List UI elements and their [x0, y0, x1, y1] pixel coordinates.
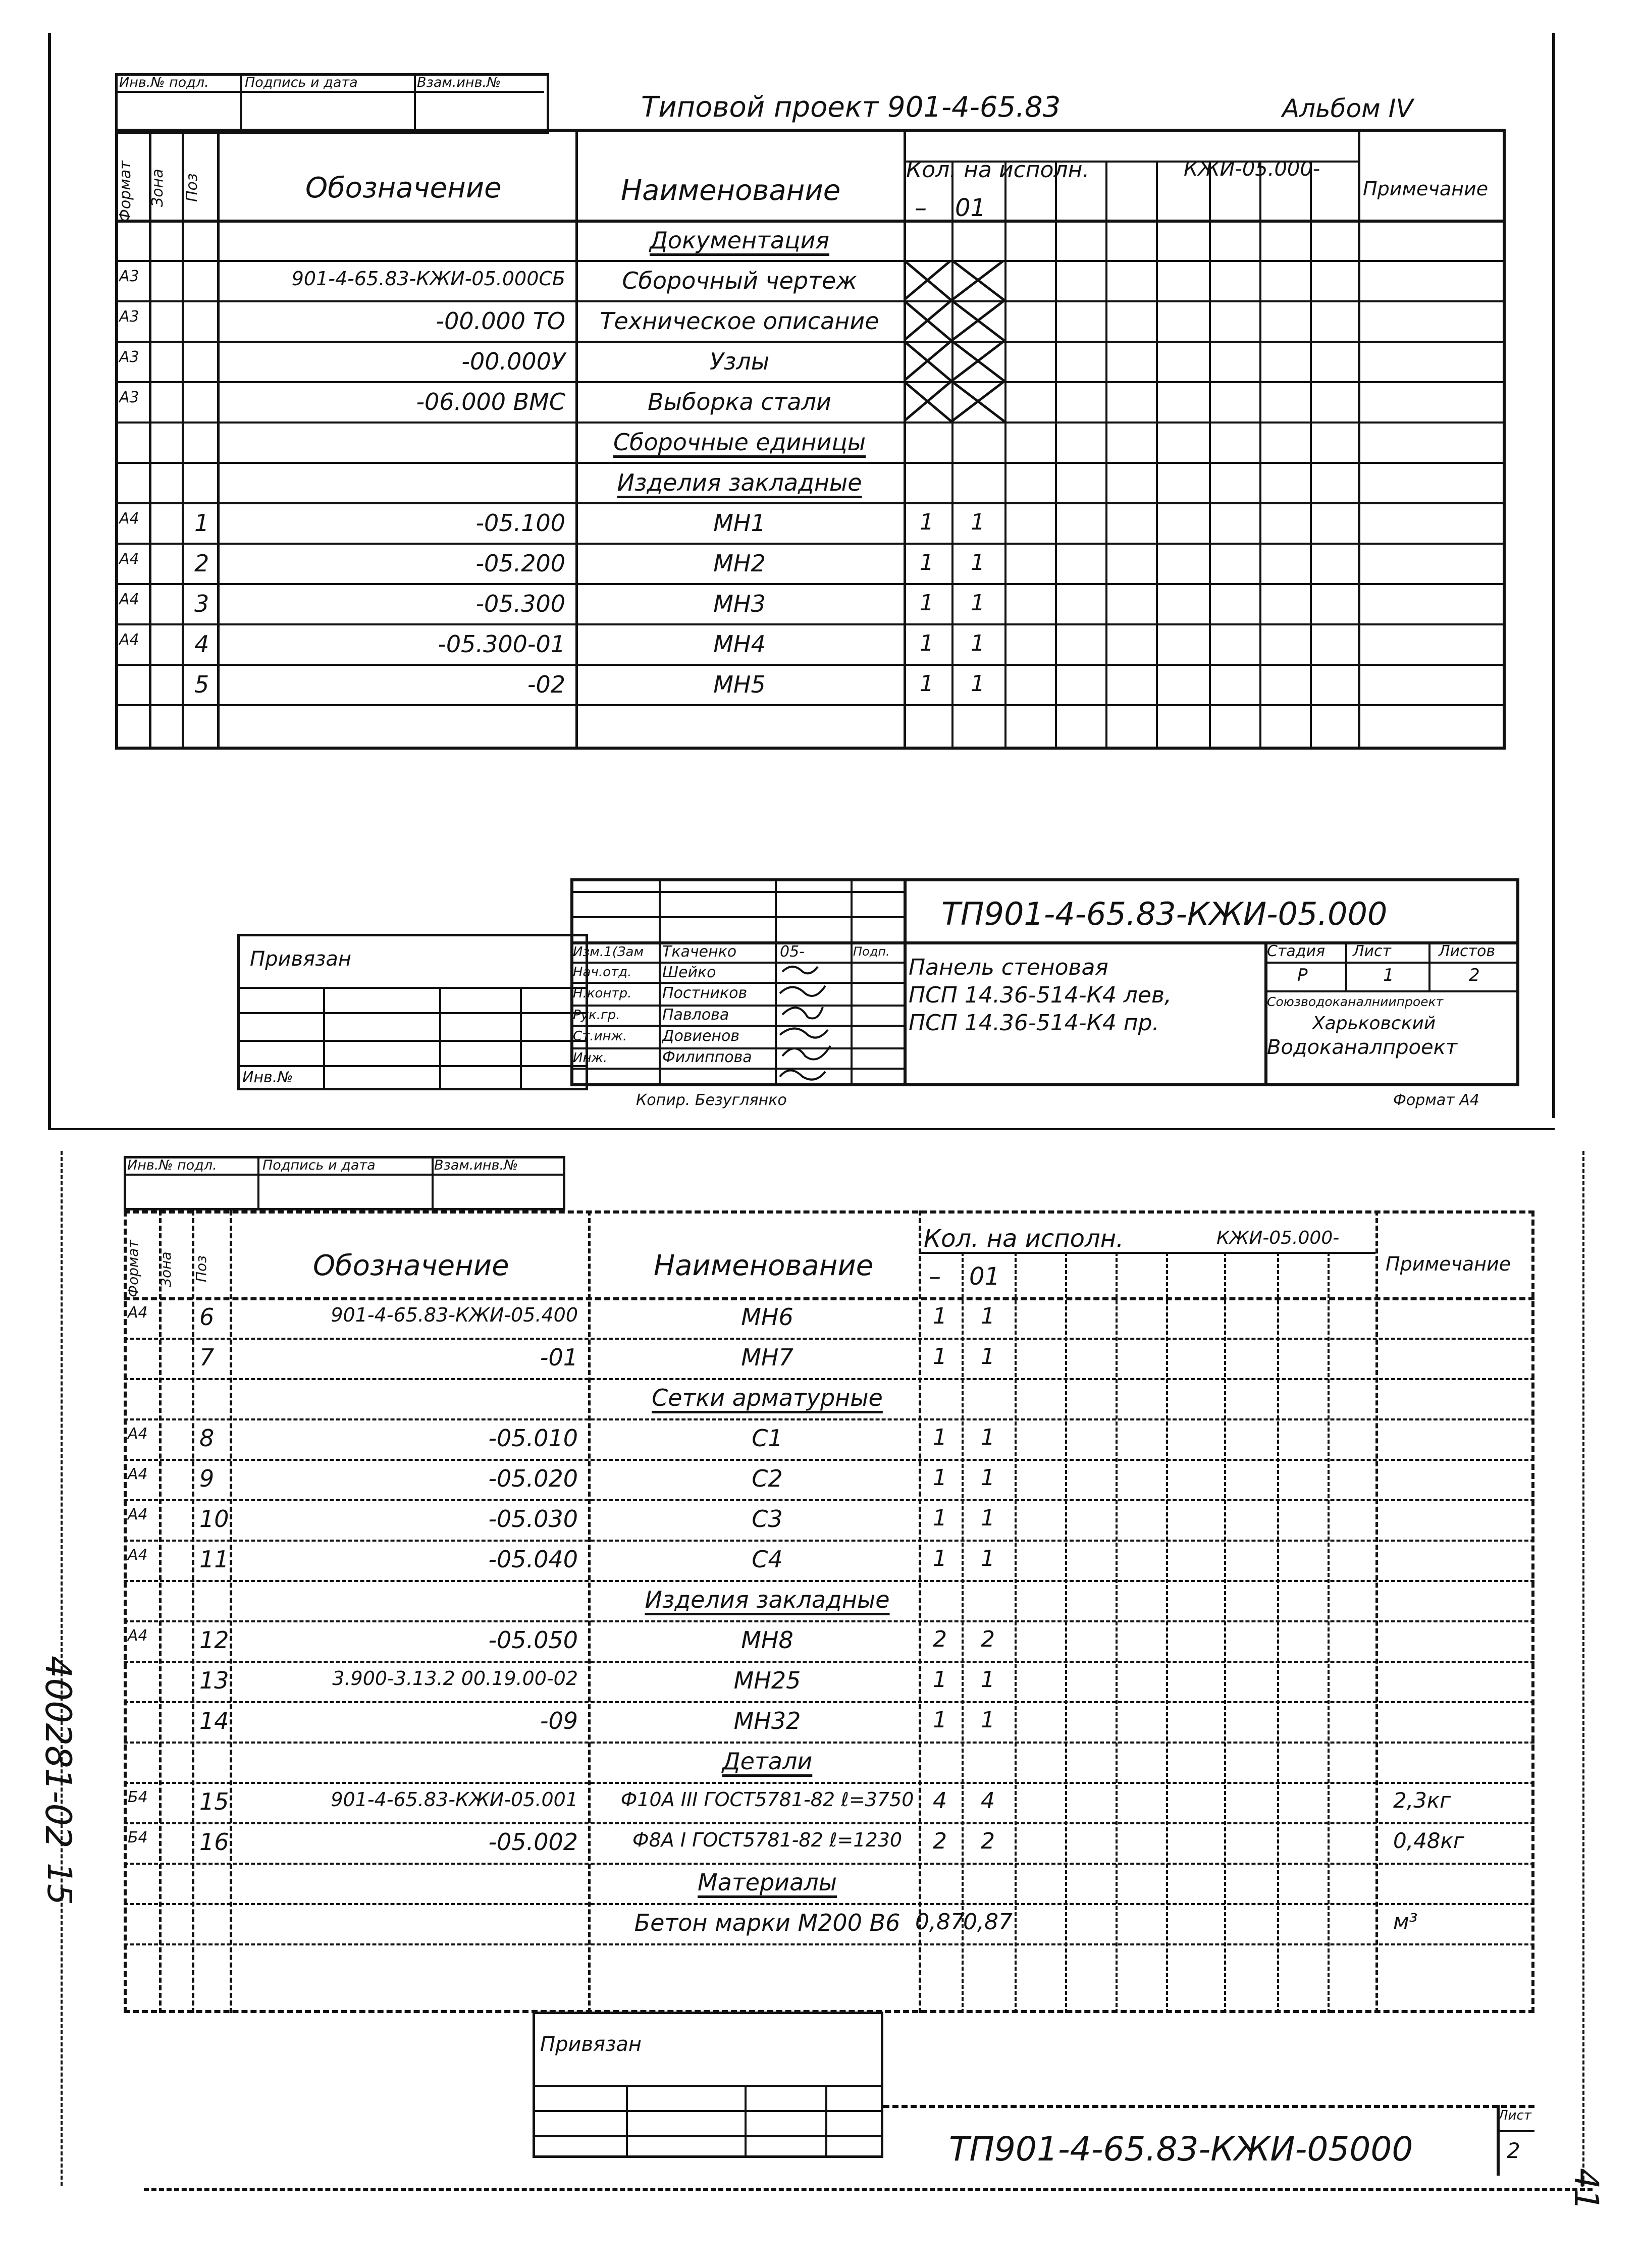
qty-cell-1: 1 — [933, 1667, 947, 1693]
name-cell: МН6 — [741, 1303, 793, 1331]
sheet2-sheet-value: 2 — [1507, 2138, 1520, 2163]
sheet-label: Лист — [1353, 942, 1392, 960]
note-cell: 0,48кг — [1393, 1828, 1464, 1853]
role-2: Н.контр. — [573, 986, 632, 1001]
name-cell: С4 — [752, 1546, 783, 1573]
stage-value: Р — [1297, 965, 1308, 985]
qty-cell-1: 1 — [933, 1303, 947, 1329]
designation-cell: -06.000 ВМС — [416, 388, 565, 415]
name-3: Павлова — [662, 1006, 729, 1024]
qty-cell-2: 2 — [981, 1626, 995, 1652]
qty-cell-2: 1 — [981, 1707, 995, 1733]
col2-qty-header: Кол. на исполн. — [924, 1225, 1124, 1253]
qty-cell-1: 1 — [920, 671, 934, 697]
col-pos-header: Поз — [183, 173, 201, 202]
format-cell: А3 — [119, 308, 139, 326]
qty-cell-2: 1 — [971, 590, 985, 616]
role-0: Изм.1(Зам — [573, 944, 644, 960]
designation-cell: -05.020 — [488, 1465, 578, 1492]
qty-cell-2: 1 — [981, 1546, 995, 1571]
sheet1-frame-bottom — [48, 1128, 1555, 1130]
pos-cell: 7 — [199, 1344, 215, 1371]
pos-cell: 1 — [194, 509, 209, 537]
crossed-box-icon — [951, 300, 1004, 341]
col-qty-header: Кол. на исполн. — [906, 157, 1090, 183]
qty-cell-1: 1 — [920, 550, 934, 575]
qty-cell-2: 4 — [981, 1788, 995, 1814]
designation-cell: -05.010 — [488, 1425, 578, 1452]
qty-cell-2: 1 — [981, 1505, 995, 1531]
col2-format-header: Формат — [125, 1240, 141, 1297]
name-cell: Изделия закладные — [645, 1586, 890, 1613]
qty-cell-2: 1 — [971, 630, 985, 656]
sheet2-frame-right — [1582, 1151, 1584, 2186]
org-2: Водоканалпроект — [1267, 1036, 1458, 1059]
name-cell: Детали — [722, 1748, 813, 1775]
note-cell: м³ — [1393, 1909, 1418, 1934]
col-format-header: Формат — [117, 161, 134, 222]
name-cell: С3 — [752, 1505, 783, 1533]
crossed-box-icon — [904, 341, 951, 381]
crossed-box-icon — [904, 381, 951, 421]
name-cell: Ф10А III ГОСТ5781-82 ℓ=3750 — [620, 1788, 914, 1811]
qty-cell-1: 1 — [933, 1344, 947, 1369]
extra-0: 05- — [780, 943, 805, 961]
col2-pos-header: Поз — [193, 1255, 209, 1282]
name-cell: МН4 — [713, 630, 766, 658]
format-cell: А4 — [128, 1627, 148, 1645]
qty-cell-1: 1 — [933, 1707, 947, 1733]
crossed-box-icon — [951, 341, 1004, 381]
name-cell: С1 — [752, 1425, 783, 1452]
pos-cell: 5 — [194, 671, 209, 698]
attached-label-2: Привязан — [540, 2033, 642, 2056]
format-cell: А4 — [119, 510, 139, 528]
designation-cell: -05.030 — [488, 1505, 578, 1533]
stamp2-repl-label: Взам.инв.№ — [434, 1157, 518, 1173]
org-0: Союзводоканалниипроект — [1267, 994, 1444, 1009]
format-cell: А4 — [119, 550, 139, 568]
extra-1: Подп. — [853, 944, 890, 959]
format-cell: Б4 — [128, 1829, 148, 1847]
format-label: Формат А4 — [1393, 1091, 1479, 1109]
desc-1: ПСП 14.36-514-К4 лев, — [909, 982, 1172, 1008]
album-label: Альбом IV — [1282, 94, 1413, 123]
name-4: Довиенов — [662, 1027, 740, 1045]
sheet1-frame-left — [48, 33, 51, 1128]
designation-cell: 3.900-3.13.2 00.19.00-02 — [332, 1667, 578, 1690]
format-cell: А3 — [119, 348, 139, 366]
designation-cell: -02 — [527, 671, 565, 698]
qty-cell-1: 1 — [933, 1505, 947, 1531]
name-cell: МН1 — [713, 509, 766, 537]
col-v1-header: – — [915, 194, 927, 222]
desc-2: ПСП 14.36-514-К4 пр. — [909, 1010, 1159, 1036]
qty-cell-1: 1 — [933, 1546, 947, 1571]
inv-label: Инв.№ — [242, 1069, 293, 1086]
crossed-box-icon — [951, 260, 1004, 300]
role-4: Ст.инж. — [573, 1029, 627, 1044]
copied-label: Копир. Безуглянко — [636, 1091, 787, 1109]
col2-name-header: Наименование — [654, 1249, 874, 1282]
name-5: Филиппова — [662, 1048, 752, 1066]
qty-cell-2: 1 — [981, 1667, 995, 1693]
format-cell: А4 — [128, 1465, 148, 1483]
name-cell: МН25 — [733, 1667, 801, 1694]
name-cell: Документация — [649, 227, 830, 254]
stamp2-inv-label: Инв.№ подл. — [127, 1157, 217, 1173]
qty-cell-1: 1 — [920, 509, 934, 535]
name-0: Ткаченко — [662, 943, 737, 961]
format-cell: А4 — [128, 1546, 148, 1564]
qty-cell-1: 2 — [933, 1626, 947, 1652]
name-cell: МН5 — [713, 671, 766, 698]
sheet-value: 1 — [1383, 965, 1394, 985]
name-cell: Материалы — [698, 1869, 837, 1896]
sheet1-frame-right — [1552, 33, 1555, 1118]
role-3: Рук.гр. — [573, 1008, 620, 1023]
qty-cell-2: 1 — [981, 1303, 995, 1329]
pos-cell: 9 — [199, 1465, 215, 1492]
qty-cell-1: 1 — [920, 590, 934, 616]
col2-zone-header: Зона — [157, 1251, 174, 1287]
pos-cell: 12 — [199, 1626, 229, 1654]
qty-cell-2: 0,87 — [963, 1909, 1013, 1935]
stamp-sign-label: Подпись и дата — [245, 75, 358, 90]
qty-cell-2: 1 — [981, 1465, 995, 1491]
qty-cell-1: 0,87 — [915, 1909, 965, 1935]
name-2: Постников — [662, 984, 748, 1002]
name-cell: Сетки арматурные — [652, 1384, 883, 1411]
designation-cell: -05.200 — [475, 550, 565, 577]
pos-cell: 16 — [199, 1828, 229, 1856]
col-zone-header: Зона — [149, 169, 167, 207]
name-cell: МН2 — [713, 550, 766, 577]
name-cell: МН8 — [741, 1626, 793, 1654]
name-cell: Сборочные единицы — [613, 429, 866, 456]
designation-cell: -00.000У — [461, 348, 565, 375]
designation-cell: 901-4-65.83-КЖИ-05.001 — [331, 1788, 578, 1811]
name-cell: МН7 — [741, 1344, 793, 1371]
name-cell: Выборка стали — [648, 388, 831, 415]
qty-cell-2: 1 — [981, 1344, 995, 1369]
name-1: Шейко — [662, 964, 716, 981]
qty-cell-1: 1 — [933, 1425, 947, 1450]
designation-cell: -00.000 ТО — [436, 307, 565, 335]
designation-cell: -05.050 — [488, 1626, 578, 1654]
pos-cell: 15 — [199, 1788, 229, 1815]
qty-cell-1: 1 — [933, 1465, 947, 1491]
role-5: Инж. — [573, 1050, 608, 1066]
note-cell: 2,3кг — [1393, 1788, 1451, 1813]
designation-cell: -05.002 — [488, 1828, 578, 1856]
sheets-value: 2 — [1469, 965, 1480, 985]
stamp-inv-label: Инв.№ подл. — [119, 75, 209, 90]
col2-designation-header: Обозначение — [313, 1249, 509, 1282]
name-cell: МН3 — [713, 590, 766, 617]
name-cell: Бетон марки М200 В6 — [634, 1909, 901, 1936]
desc-0: Панель стеновая — [909, 955, 1108, 980]
pos-cell: 11 — [199, 1546, 229, 1573]
pos-cell: 2 — [194, 550, 209, 577]
designation-cell: -09 — [540, 1707, 578, 1734]
name-cell: Техническое описание — [600, 307, 879, 335]
designation-cell: 901-4-65.83-КЖИ-05.000СБ — [291, 268, 565, 290]
margin-vertical-id: 400281-02 — [37, 1656, 79, 1849]
pos-cell: 8 — [199, 1425, 215, 1452]
qty-cell-2: 1 — [971, 671, 985, 697]
col2-note-header: Примечание — [1386, 1253, 1511, 1275]
format-cell: Б4 — [128, 1788, 148, 1806]
col-v2-header: 01 — [955, 194, 986, 222]
page-number: 41 — [1567, 2168, 1606, 2210]
margin-vertical-num: 15 — [40, 1863, 79, 1905]
designation-cell: -05.300-01 — [438, 630, 565, 658]
col2-v2-header: 01 — [969, 1262, 1000, 1291]
crossed-box-icon — [951, 381, 1004, 421]
designation-cell: -01 — [540, 1344, 578, 1371]
designation-cell: -05.100 — [475, 509, 565, 537]
designation-cell: 901-4-65.83-КЖИ-05.400 — [331, 1304, 578, 1326]
qty-cell-1: 2 — [933, 1828, 947, 1854]
role-1: Нач.отд. — [573, 965, 632, 980]
qty-cell-1: 4 — [933, 1788, 947, 1814]
format-cell: А4 — [119, 631, 139, 649]
sheet1-code: ТП901-4-65.83-КЖИ-05.000 — [941, 895, 1388, 932]
name-cell: Ф8А I ГОСТ5781-82 ℓ=1230 — [632, 1829, 903, 1851]
project-title: Типовой проект 901-4-65.83 — [641, 91, 1061, 124]
col-name-header: Наименование — [621, 174, 841, 207]
name-cell: С2 — [752, 1465, 783, 1492]
sheet2-sheet-label: Лист — [1498, 2108, 1531, 2123]
col2-code-header: КЖИ-05.000- — [1216, 1228, 1340, 1248]
sheet2-frame-left — [61, 1151, 63, 2186]
pos-cell: 10 — [199, 1505, 229, 1533]
name-cell: МН32 — [733, 1707, 801, 1734]
qty-cell-2: 1 — [981, 1425, 995, 1450]
org-1: Харьковский — [1312, 1013, 1436, 1034]
pos-cell: 3 — [194, 590, 209, 617]
format-cell: А4 — [128, 1506, 148, 1523]
sheets-label: Листов — [1439, 942, 1496, 960]
col-code-header: КЖИ-05.000- — [1184, 157, 1320, 181]
format-cell: А4 — [119, 591, 139, 608]
name-cell: Изделия закладные — [617, 469, 862, 496]
pos-cell: 6 — [199, 1303, 215, 1331]
stamp2-sign-label: Подпись и дата — [262, 1157, 376, 1173]
attached-label: Привязан — [250, 947, 352, 971]
designation-cell: -05.040 — [488, 1546, 578, 1573]
crossed-box-icon — [904, 260, 951, 300]
format-cell: А4 — [128, 1304, 148, 1322]
qty-cell-2: 1 — [971, 509, 985, 535]
col-designation-header: Обозначение — [305, 172, 502, 204]
format-cell: А3 — [119, 268, 139, 285]
pos-cell: 13 — [199, 1667, 229, 1694]
name-cell: Сборочный чертеж — [622, 267, 857, 294]
designation-cell: -05.300 — [475, 590, 565, 617]
format-cell: А4 — [128, 1425, 148, 1443]
pos-cell: 4 — [194, 630, 209, 658]
col-note-header: Примечание — [1363, 178, 1489, 200]
stage-label: Стадия — [1267, 942, 1326, 960]
qty-cell-2: 1 — [971, 550, 985, 575]
crossed-box-icon — [904, 300, 951, 341]
format-cell: А3 — [119, 389, 139, 406]
sheet2-code: ТП901-4-65.83-КЖИ-05000 — [949, 2130, 1413, 2169]
stamp-repl-label: Взам.инв.№ — [417, 75, 501, 90]
qty-cell-2: 2 — [981, 1828, 995, 1854]
name-cell: Узлы — [709, 348, 770, 375]
col2-v1-header: – — [929, 1262, 941, 1291]
qty-cell-1: 1 — [920, 630, 934, 656]
pos-cell: 14 — [199, 1707, 229, 1734]
